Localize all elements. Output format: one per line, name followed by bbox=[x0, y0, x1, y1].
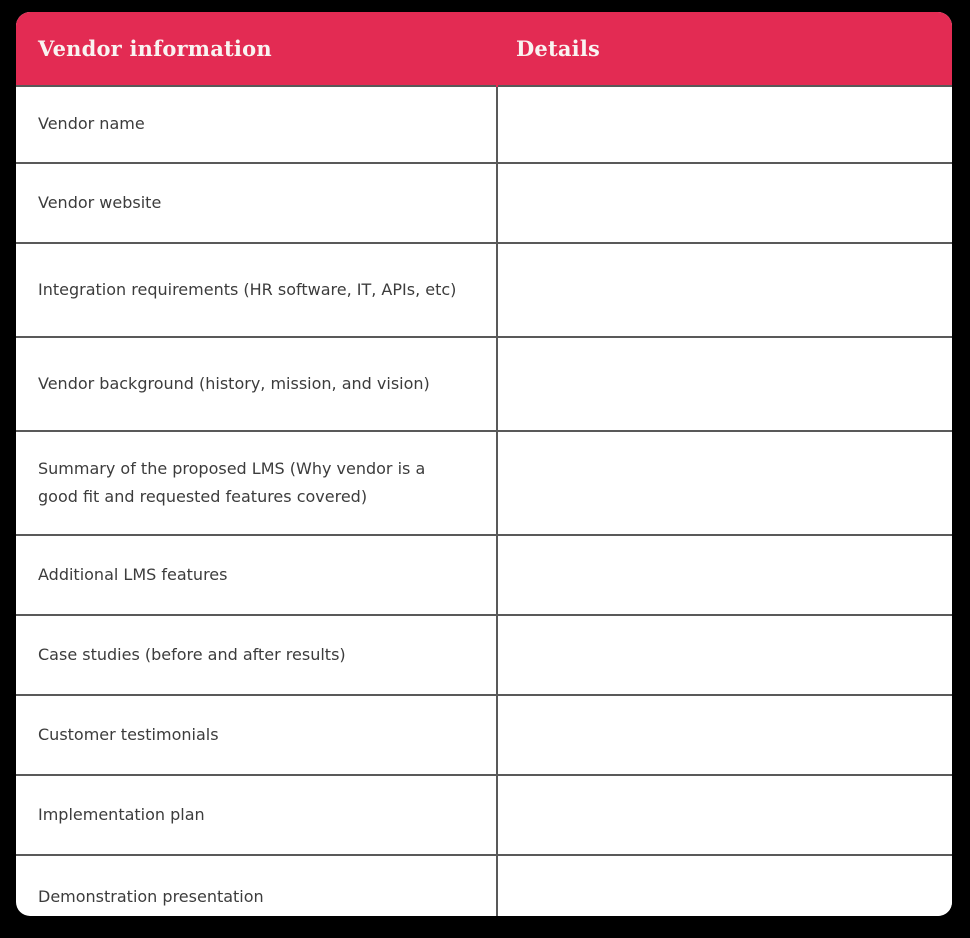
vendor-information-table bbox=[16, 12, 952, 916]
row-label-cell bbox=[16, 86, 497, 163]
table-row bbox=[16, 243, 952, 337]
row-details-cell[interactable] bbox=[497, 695, 952, 775]
row-details-text bbox=[516, 285, 952, 295]
row-label-text: Demonstration presentation bbox=[38, 886, 264, 906]
row-label-text: Summary of the proposed LMS (Why vendor is a good fit and requested features covered) bbox=[38, 459, 426, 506]
row-details-cell[interactable] bbox=[497, 775, 952, 855]
table-row bbox=[16, 535, 952, 615]
column-header-details bbox=[497, 12, 952, 86]
row-details-text bbox=[516, 810, 952, 820]
row-details-cell[interactable] bbox=[497, 163, 952, 243]
table-header bbox=[16, 12, 952, 86]
row-label-text: Integration requirements (HR software, IT, APIs, etc) bbox=[38, 279, 457, 299]
row-label-cell bbox=[16, 615, 497, 695]
row-label-text: Vendor name bbox=[38, 114, 145, 134]
row-label-text: Vendor background (history, mission, and vision) bbox=[38, 373, 430, 393]
row-details-text bbox=[516, 570, 952, 580]
row-label-cell bbox=[16, 337, 497, 431]
row-details-cell[interactable] bbox=[497, 431, 952, 535]
column-header-vendor-information-label: Vendor information bbox=[38, 36, 272, 61]
row-label-cell bbox=[16, 855, 497, 916]
row-label-cell bbox=[16, 695, 497, 775]
row-details-cell[interactable] bbox=[497, 337, 952, 431]
row-details-text bbox=[516, 379, 952, 389]
row-details-cell[interactable] bbox=[497, 535, 952, 615]
row-details-text bbox=[516, 650, 952, 660]
row-label-cell bbox=[16, 535, 497, 615]
table-row bbox=[16, 775, 952, 855]
row-label-text: Implementation plan bbox=[38, 804, 205, 824]
table-row bbox=[16, 615, 952, 695]
column-header-details-label: Details bbox=[516, 36, 601, 61]
table-row bbox=[16, 337, 952, 431]
row-label-cell bbox=[16, 163, 497, 243]
row-label-text: Case studies (before and after results) bbox=[38, 644, 346, 664]
row-details-text bbox=[516, 478, 952, 488]
vendor-information-card bbox=[16, 12, 952, 916]
row-label-cell bbox=[16, 775, 497, 855]
table-row bbox=[16, 855, 952, 916]
row-label-text: Vendor website bbox=[38, 192, 162, 212]
row-label-cell bbox=[16, 243, 497, 337]
row-details-cell[interactable] bbox=[497, 243, 952, 337]
row-details-text bbox=[516, 198, 952, 208]
row-details-cell[interactable] bbox=[497, 855, 952, 916]
row-details-text bbox=[516, 120, 952, 130]
row-details-text bbox=[516, 730, 952, 740]
row-label-cell bbox=[16, 431, 497, 535]
row-label-text: Customer testimonials bbox=[38, 724, 219, 744]
table-row bbox=[16, 695, 952, 775]
table-row bbox=[16, 431, 952, 535]
table-body bbox=[16, 86, 952, 916]
table-row bbox=[16, 86, 952, 163]
column-header-vendor-information bbox=[16, 12, 497, 86]
row-label-text: Additional LMS features bbox=[38, 564, 228, 584]
row-details-cell[interactable] bbox=[497, 86, 952, 163]
row-details-cell[interactable] bbox=[497, 615, 952, 695]
table-header-row bbox=[16, 12, 952, 86]
table-row bbox=[16, 163, 952, 243]
row-details-text bbox=[516, 892, 952, 902]
